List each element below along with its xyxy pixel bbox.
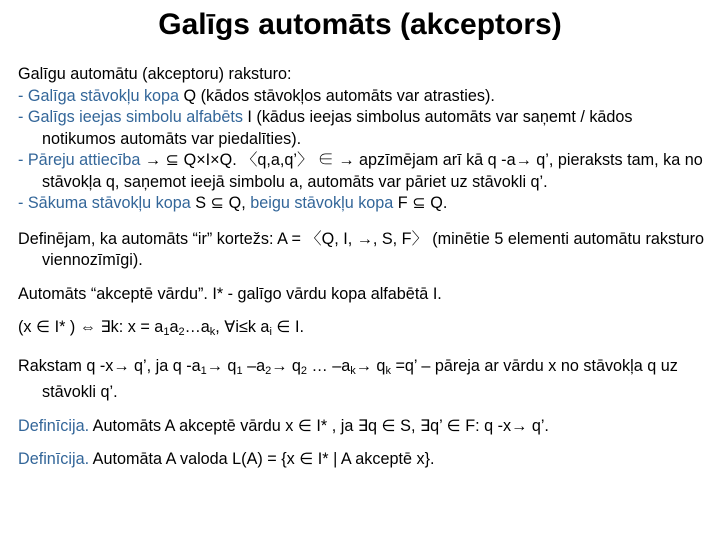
subscript: k xyxy=(209,326,216,338)
transitions-text: → ⊆ Q×I×Q. 〈q,a,q’〉 ∈ → apzīmējam arī kā q -a→ q’, pieraksts tam, ka no stāvokļa q, saņemot ieejā simbolu a, automāts var pāriet uz stāvokli q’. xyxy=(42,151,703,191)
component-alphabet xyxy=(18,107,710,150)
accepts-word-heading: Automāts “akceptē vārdu”. I* - galīgo vārdu kopa alfabētā I. xyxy=(18,284,442,303)
transitions-label: - Pāreju attiecība xyxy=(18,151,141,169)
start-states-text: S ⊆ Q, xyxy=(190,194,251,212)
subscript: 2 xyxy=(178,326,185,338)
word-def-part: , ∀i≤k a xyxy=(215,318,270,336)
definition-text: Automāta A valoda L(A) = {x ∈ I* | A akceptē x}. xyxy=(89,450,435,468)
alphabet-text: I (kādus ieejas simbolus automāts var saņemt / kādos notikumos automāts var piedalīties). xyxy=(42,108,633,148)
component-transitions xyxy=(18,150,710,193)
word-def-part: (x ∈ I* ) ⇔ ∃k: x = a xyxy=(18,318,164,336)
slide-body xyxy=(18,64,710,483)
states-label: - Galīga stāvokļu kopa xyxy=(18,86,180,105)
word-definition xyxy=(18,317,710,344)
notation-part: … –a xyxy=(307,356,351,375)
automaton-components xyxy=(18,64,710,215)
component-start-final xyxy=(18,193,710,215)
subscript: 2 xyxy=(265,364,272,377)
definition-label: Definīcija. xyxy=(18,416,90,435)
notation-part: → q xyxy=(355,356,386,375)
word-def-part: a xyxy=(169,318,179,336)
components-intro: Galīgu automātu (akceptoru) raksturo: xyxy=(18,65,292,83)
word-def-part: ∈ I. xyxy=(271,318,304,336)
subscript: k xyxy=(385,364,391,377)
word-def-part: …a xyxy=(184,318,210,336)
subscript: i xyxy=(269,326,272,338)
definition-language xyxy=(18,449,710,471)
start-states-label: - Sākuma stāvokļu kopa xyxy=(18,194,191,212)
notation-part: Rakstam q -x→ q’, ja q -a xyxy=(18,356,201,375)
states-text: Q (kādos stāvokļos automāts var atrasties). xyxy=(179,86,495,105)
final-states-text: F ⊆ Q. xyxy=(393,194,448,212)
alphabet-label: - Galīgs ieejas simbolu alfabēts xyxy=(18,108,243,126)
automaton-tuple-definition: Definējam, ka automāts “ir” kortežs: A = 〈Q, I, →, S, F〉 (minētie 5 elementi automātu raksturo viennozīmīgi). xyxy=(18,229,704,269)
subscript: 1 xyxy=(163,326,170,338)
subscript: 2 xyxy=(300,364,308,377)
component-states xyxy=(18,86,710,108)
word-transition-notation xyxy=(18,356,710,404)
notation-part: → q xyxy=(271,356,301,375)
definition-text: Automāts A akceptē vārdu x ∈ I* , ja ∃q ∈ S, ∃q’ ∈ F: q -x→ q’. xyxy=(89,416,549,435)
definition-accepts xyxy=(18,416,710,438)
notation-part: =q’ – pāreja ar vārdu x no stāvokļa q uz stāvokli q’. xyxy=(42,356,678,401)
page-title: Galīgs automāts (akceptors) xyxy=(158,8,562,41)
notation-part: –a xyxy=(242,356,266,375)
final-states-label: beigu stāvokļu kopa xyxy=(250,194,394,212)
subscript: k xyxy=(350,364,356,377)
notation-part: → q xyxy=(206,356,237,375)
definition-label: Definīcija. xyxy=(18,450,90,468)
subscript: 1 xyxy=(236,364,243,377)
subscript: 1 xyxy=(200,364,207,377)
